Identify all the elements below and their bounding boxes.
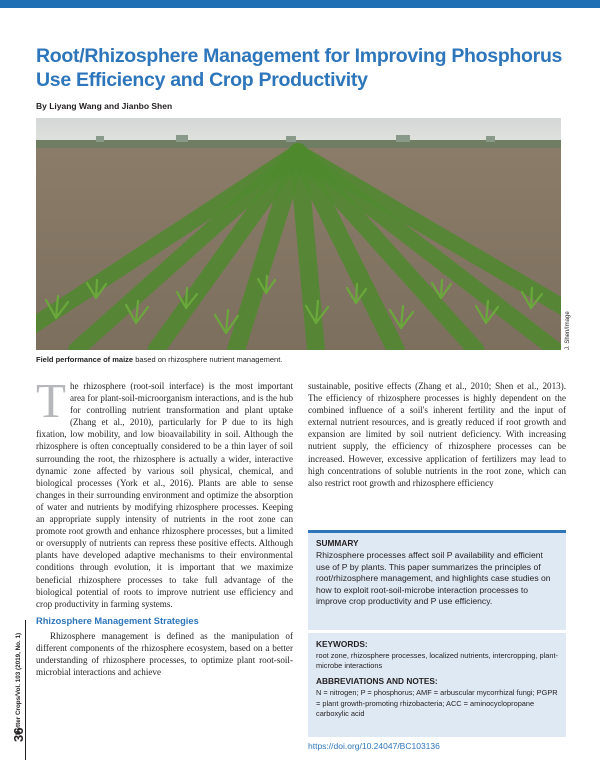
maize-field-photo xyxy=(36,118,561,350)
summary-text: Rhizosphere processes affect soil P availability and efficient use of P by plants. This paper summarizes the principles of root/rhizosphere management, and highlights case studies on how to exploit root-soil-microbe interaction processes to improve crop productivity and P use efficiency. xyxy=(316,550,551,607)
photo-credit: J. Shen/Image xyxy=(565,311,571,350)
doi-link[interactable]: https://doi.org/10.24047/BC103136 xyxy=(308,741,440,751)
page-number: 36 xyxy=(11,727,26,742)
article-title: Root/Rhizosphere Management for Improving Phosphorus Use Efficiency and Crop Productivity xyxy=(36,45,563,91)
journal-issue-label: Better Crops/Vol. 103 (2019, No. 1) xyxy=(15,632,22,735)
intro-text: he rhizosphere (root-soil interface) is the most important area for plant-soil-microorganism interactions, and is the hub for controlling nutrient transformation and plant uptake (Zhang et al., 2010), particularly for P due to its high fixation, low mobility, and low bioavailability in soil. Although the rhizosphere is often conceptually considered to be a thin layer of soil surrounding the root, the rhizosphere is actually a wider, interactive dynamic zone affected by various soil physical, chemical, and biological processes (York et al., 2016). Plants are able to sense changes in their surrounding environment and optimize the absorption of water and nutrients by modifying rhizosphere processes. Keeping an appropriate supply intensity of nutrients in the root zone can promote root growth and enhance rhizosphere processes, but a limited or oversupply of nutrients can repress these positive effects. Although plants have developed adaptive mechanisms to their environmental conditions through evolution, it is important that we maximize beneficial rhizosphere processes to take full advantage of the biological potential of roots to improve nutrient use efficiency and crop productivity in farming systems. xyxy=(36,381,293,609)
abbreviations-heading: ABBREVIATIONS AND NOTES: xyxy=(316,676,438,687)
summary-heading: SUMMARY xyxy=(316,538,359,548)
keywords-text: root zone, rhizosphere processes, localized nutrients, intercropping, plant-microbe interactions xyxy=(316,651,558,671)
body-column-left xyxy=(36,373,293,678)
section-heading: Rhizosphere Management Strategies xyxy=(36,615,199,626)
caption-rest: based on rhizosphere nutrient management. xyxy=(133,355,283,364)
section-paragraph: Rhizosphere management is defined as the manipulation of different components of the rhizosphere ecosystem, based on a better understanding of rhizosphere processes, to optimize plant root-soil-microbial interactions and achieve xyxy=(36,630,293,678)
summary-box xyxy=(308,530,566,630)
figure-caption xyxy=(36,355,561,364)
author-byline: By Liyang Wang and Jianbo Shen xyxy=(36,101,173,111)
intro-paragraph xyxy=(36,373,293,610)
continued-paragraph: sustainable, positive effects (Zhang et al., 2010; Shen et al., 2013). The efficiency of rhizosphere processes is highly dependent on the combined influence of a soil's inherent fertility and the input of external nutrient resources, and is greatly reduced if root growth and expansion are limited by soil nutrient deficiency. With increasing nutrient supply, the efficiency of rhizosphere processes can be increased. However, excessive application of fertilizers may lead to high concentrations of soluble nutrients in the root zone, which can also restrict root growth and rhizosphere efficiency xyxy=(308,381,566,488)
abbreviations-text: N = nitrogen; P = phosphorus; AMF = arbuscular mycorrhizal fungi; PGPR = plant growth-promoting rhizobacteria; ACC = aminocyclopropane carboxylic acid xyxy=(316,688,558,718)
keywords-box xyxy=(308,633,566,737)
top-color-bar xyxy=(0,0,600,8)
keywords-heading: KEYWORDS: xyxy=(316,639,368,649)
drop-cap: T xyxy=(36,373,66,428)
body-column-right xyxy=(308,380,566,489)
caption-bold: Field performance of maize xyxy=(36,355,134,364)
